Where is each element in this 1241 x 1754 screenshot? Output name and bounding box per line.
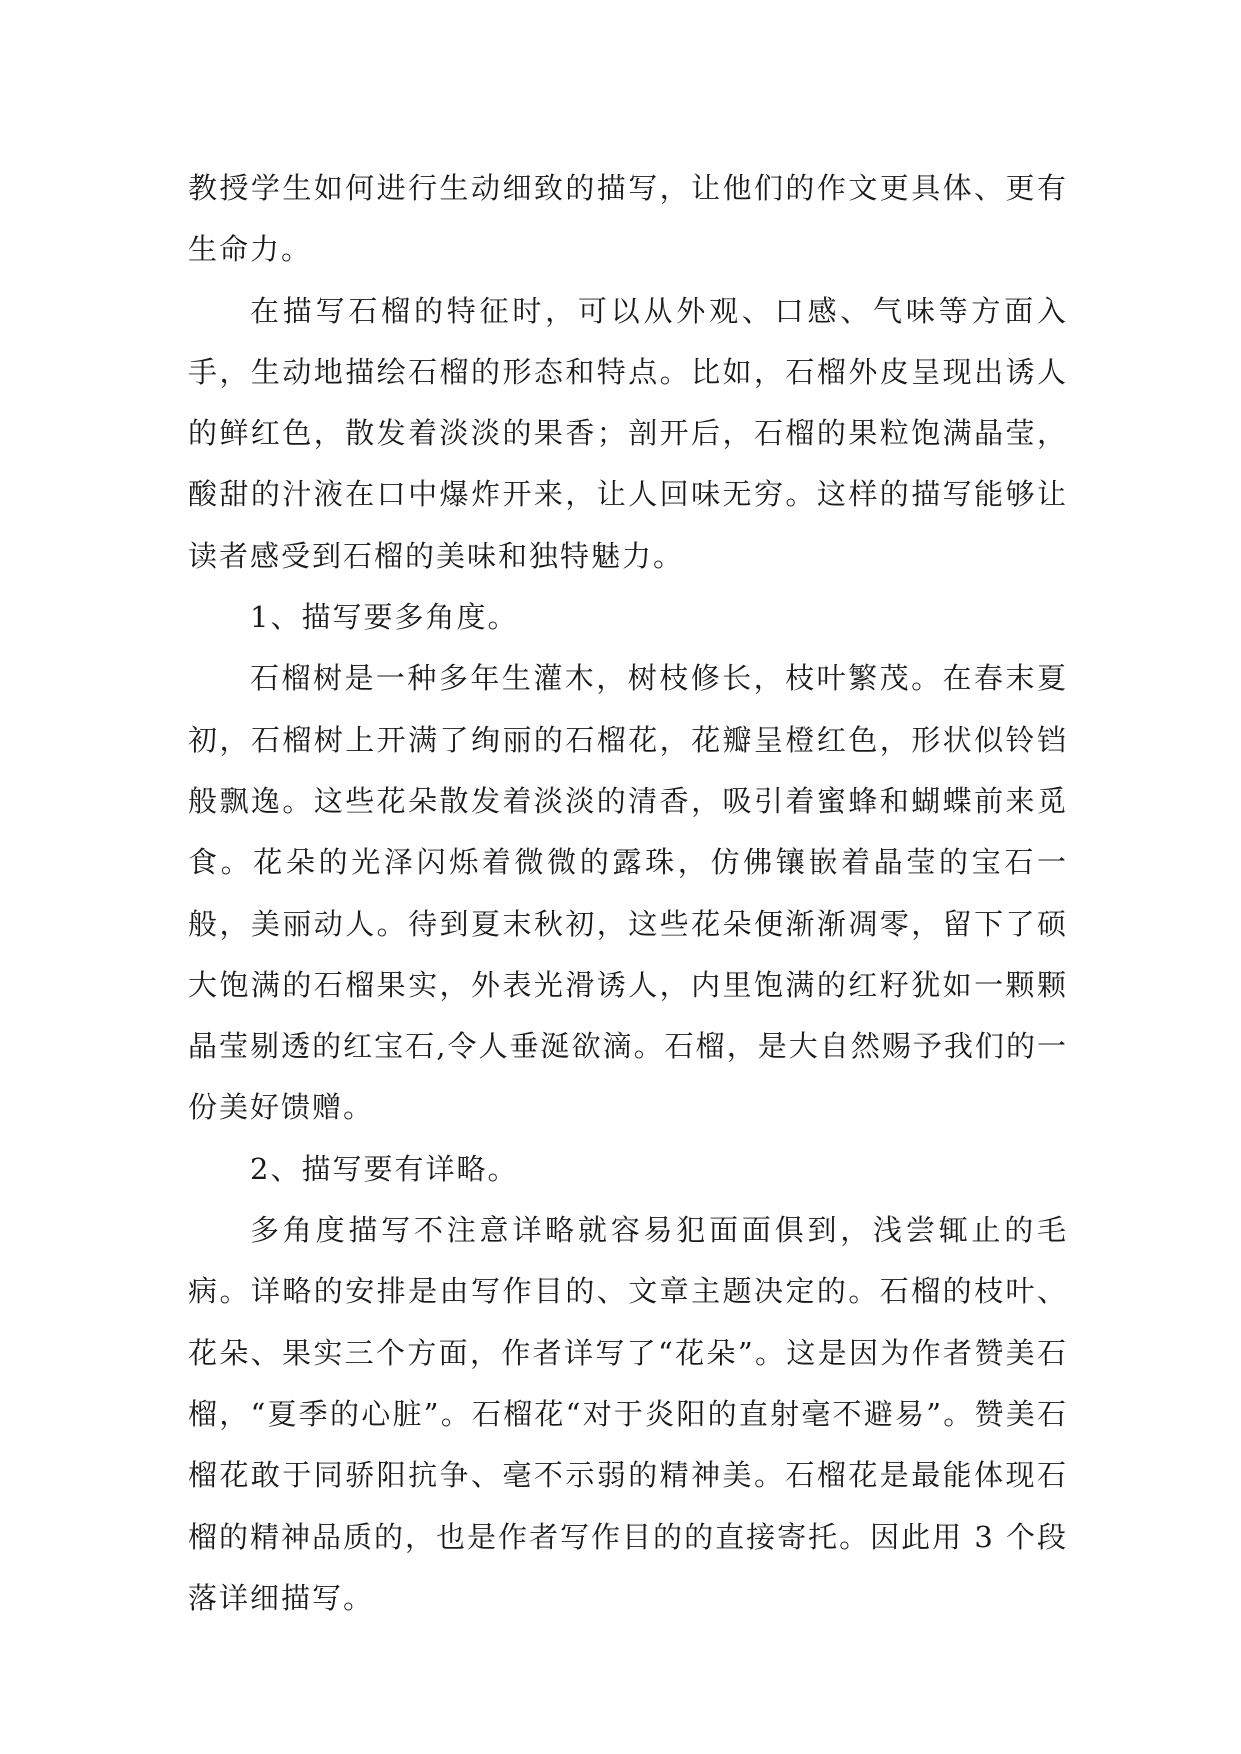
document-body [188,158,1068,1629]
paragraph-pomegranate-features: 在描写石榴的特征时，可以从外观、口感、气味等方面入手，生动地描绘石榴的形态和特点。比如，石榴外皮呈现出诱人的鲜红色，散发着淡淡的果香；剖开后，石榴的果粒饱满晶莹，酸甜的汁液在口中爆炸开来，让人回味无穷。这样的描写能够让读者感受到石榴的美味和独特魅力。 [188,293,1068,573]
heading-detail-and-brevity: 2、描写要有详略。 [250,1151,519,1186]
paragraph-detail-arrangement: 多角度描写不注意详略就容易犯面面俱到，浅尝辄止的毛病。详略的安排是由写作目的、文章主题决定的。石榴的枝叶、花朵、果实三个方面，作者详写了“花朵”。这是因为作者赞美石榴，“夏季的心脏”。石榴花“对于炎阳的直射毫不避易”。赞美石榴花敢于同骄阳抗争、毫不示弱的精神美。石榴花是最能体现石榴的精神品质的，也是作者写作目的的直接寄托。因此用 3 个段落详细描写。 [188,1213,1068,1615]
paragraph-pomegranate-tree: 石榴树是一种多年生灌木，树枝修长，枝叶繁茂。在春末夏初，石榴树上开满了绚丽的石榴花，花瓣呈橙红色，形状似铃铛般飘逸。这些花朵散发着淡淡的清香，吸引着蜜蜂和蝴蝶前来觅食。花朵的光泽闪烁着微微的露珠，仿佛镶嵌着晶莹的宝石一般，美丽动人。待到夏末秋初，这些花朵便渐渐凋零，留下了硕大饱满的石榴果实，外表光滑诱人，内里饱满的红籽犹如一颗颗晶莹剔透的红宝石,令人垂涎欲滴。石榴，是大自然赐予我们的一份美好馈赠。 [188,661,1068,1125]
heading-multi-angle: 1、描写要多角度。 [250,600,519,635]
paragraph-intro-continuation: 教授学生如何进行生动细致的描写，让他们的作文更具体、更有生命力。 [188,171,1068,267]
